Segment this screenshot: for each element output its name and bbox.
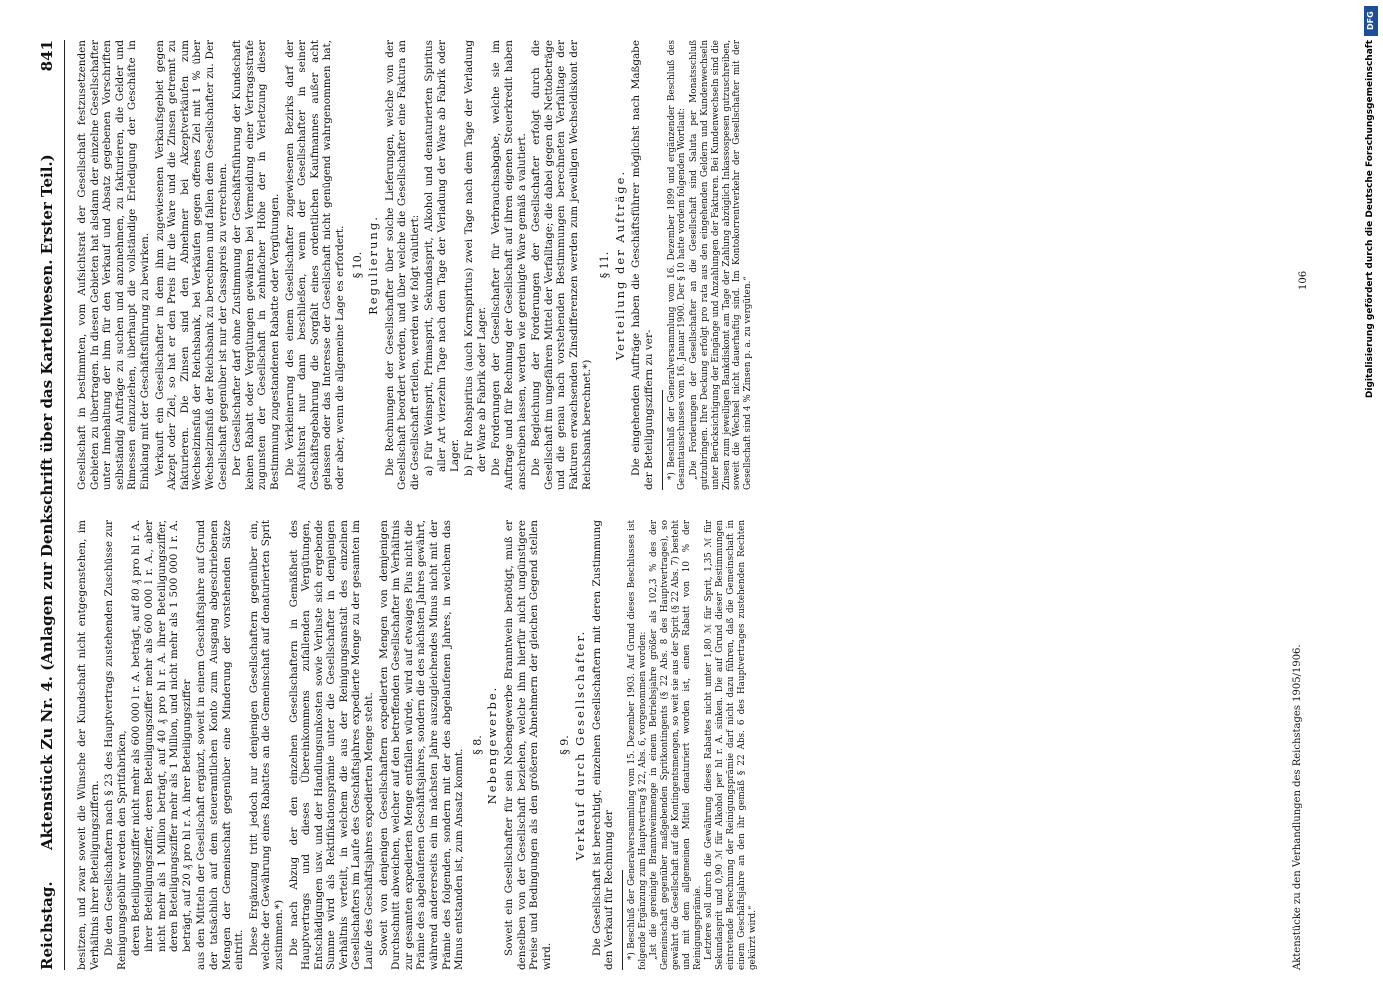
paragraph: Diese Ergänzung tritt jedoch nur denjenigen Gesellschaftern gegenüber ein, welche der Gewährung eines Rabattes an die Gemeinschaft auf denaturierten Sprit zustimmen.*) — [247, 520, 285, 970]
paragraph: besitzen, und zwar soweit die Wünsche der Kundschaft nicht entgegenstehen, im Verhältnis ihrer Beteiligungsziffern. — [76, 520, 101, 970]
paragraph: Die Verkleinerung des einem Gesellschafter zugewiesenen Bezirks darf der Aufsichtsrat nur dann beschließen, wenn der Gesellschafter in seiner Geschäftsgebahrung die Sorgfalt eines ordentlichen Kaufmannes außer acht gelassen oder das Interesse der Gesellschaft nicht genügend wahrgenommen hat, oder aber, wenn die allgemeine Lage es erfordert. — [283, 40, 346, 490]
list-item: a) Für Weinsprit, Primasprit, Sekundasprit, Alkohol und denaturierten Spiritus aller Art vierzehn Tage nach dem Tage der Verladung der Ware ab Fabrik oder Lager. — [423, 40, 461, 476]
paragraph: Die Begleichung der Forderungen der Gesellschafter erfolgt durch die Gesellschaft im ungefähren Mittel der Verfalltage; die dabei gegen die Nettobeträge und die genau nach vorstehenden Bestimmungen berechneten Verfalltage der Fakturen erwachsenden Zinsdifferenzen werden zum jeweiligen Wechseldiskont der Reichsbank berechnet.*) — [530, 40, 593, 490]
paragraph: deren Beteiligungsziffer nicht mehr als 600 000 l r. A. beträgt, auf 80 ₰ pro hl r. A. ihrer Beteiligungsziffer, deren Beteiligungsziffer mehr als 600 000 l r. A., aber nicht mehr als 1 Million beträgt, auf 40 ₰ pro hl r. A. ihrer Beteiligungsziffer, deren Beteiligungsziffer mehr als 1 Million, und nicht mehr als 1 500 000 l r. A. beträgt, auf 20 ₰ pro hl r. A. ihrer Beteiligungsziffer — [130, 520, 193, 956]
footnote: „Ist die gereinigte Branntweinmenge in einem Betriebsjahre größer als 102,3 % des der Gemeinschaft gegenüber maßgebenden Spritkontingents (§ 22 Abs. 8 des Hauptvertrages), so gewährt die Gesellschaft auf die Kontingentsmengen, so weit sie aus der Sprit (§ 22 Abs. 7) besteht und mit dem allgemeinen Mittel denaturiert worden ist, einen Rabatt von 10 % der Reinigungsprämie. — [649, 520, 703, 970]
footnote-rule — [662, 390, 663, 490]
right-column — [76, 40, 755, 490]
paragraph: Die nach Abzug der den einzelnen Gesellschaftern in Gemäßheit des Hauptvertrags und dieses Übereinkommens zufallenden Vergütungen, Entschädigungen usw. und der Handlungsunkosten sowie Verluste sich ergebende Summe wird als Rektifikationsprämie unter die Gesellschafter in demjenigen Verhältnis verteilt, in welchem die aus der Reinigungsanstalt des einzelnen Gesellschafters im Laufe des Geschäftsjahres expedierte Menge zu der gesamten im Laufe des Geschäftsjahres expedierten Menge steht. — [287, 520, 376, 970]
paragraph: Verkauft ein Gesellschafter in dem ihm zugewiesenen Verkaufsgebiet gegen Akzept oder Ziel, so hat er den Preis für die Ware und die Zinsen getrennt zu fakturieren. Die Zinsen sind den Abnehmer bei Akzeptverkäufen zum Wechselzinsfuß der Reichsbank, bei Verkäufen gegen offenes Ziel mit 1 % über Wechselzinsfuß der Reichsbank zu berechnen und fallen dem Gesellschafter zu. Der Gesellschaft gegenüber ist nur der Cassapreis zu verrechnen. — [153, 40, 229, 490]
document-page — [30, 40, 1330, 970]
paragraph: Die eingehenden Aufträge haben die Geschäftsführer möglichst nach Maßgabe der Beteiligungsziffern zu ver- — [630, 40, 655, 490]
footnote: „Die Forderungen der Gesellschafter an die Gesellschaft sind Saluta per Monatsschluß gutzubringen. Ihre Deckung erfolgt pro rata aus den eingehenden Geldern und Kundenwechseln unter Berücksichtigung der Eingänge und Anzahlungen der Fakturen. Bei Kundenwechseln sind die Zinsen zum jeweiligen Bankdiskont am Tage der Zahlung abzüglich Inkassospesen gutzuschreiben, soweit die Wechsel nicht dauerhaftig sind. Im Kontokorrentverkehr der Gesellschafter mit der Gesellschaft sind 4 % Zinsen p. a. zu vergüten.“ — [689, 40, 754, 490]
section-title: Nebengewerbe. — [485, 685, 500, 805]
header-left: Reichstag. — [38, 881, 56, 970]
dfg-notice-text: Digitalisierung gefördert durch die Deutsche Forschungsgemeinschaft — [1365, 40, 1375, 399]
paragraph: Gesellschaft in bestimmten, vom Aufsichtsrat der Gesellschaft festzusetzenden Gebieten zu übertragen. In diesen Gebieten hat alsdann der einzelne Gesellschafter unter Innehaltung der ihm für den Verkauf und Absatz gegebenen Vorschriften selbständig Aufträge zu suchen und anzunehmen, zu fakturieren, die Gelder und Rimessen einzuziehen, überhaupt die vollständige Erledigung der Geschäfte in Einklang mit der Geschäftsführung zu bewirken. — [76, 40, 151, 490]
section-title: Verteilung der Aufträge. — [612, 169, 627, 361]
running-header — [30, 40, 65, 970]
dfg-logo: DFG — [1364, 6, 1378, 36]
paragraph: Die den Gesellschaftern nach § 23 des Hauptvertrags zustehenden Zuschüsse zur Reinigungsgebühr werden den Spritfabriken, — [103, 520, 128, 970]
section-number: § 9. — [558, 735, 572, 755]
footnote: Letztere soll durch die Gewährung dieses Rabattes nicht unter 1,80 ℳ für Sprit, 1,35 ℳ für Sekundasprit und 0,90 ℳ für Alkohol per hl r. A. sinken. Die auf Grund dieser Bestimmungen eintretende Berechnung der Reinigungsprämie darf nicht dazu führen, daß die Gemeinschaft in einem Geschäftsjahre an den ihr gemäß § 22 Abs. 6 des Hauptvertrages zustehenden Rechten gekürzt wird.“ — [704, 520, 758, 970]
footnote: *) Beschluß der Generalversammlung vom 16. Dezember 1899 und ergänzender Beschluß des Gesamtausschusses vom 16. Januar 1900. Der § 10 hatte vordem folgenden Wortlaut: — [666, 40, 688, 490]
section-number: § 11. — [598, 251, 612, 279]
list-item: b) Für Rohspiritus (auch Kornspiritus) zwei Tage nach dem Tage der Verladung der Ware ab Fabrik oder Lager. — [463, 40, 488, 476]
signature-number: 106 — [1298, 270, 1309, 290]
section-number: § 8. — [470, 735, 484, 755]
paragraph: Soweit von denjenigen Gesellschaftern expedierten Mengen von demjenigen Durchschnitt abweichen, welcher auf den betreffenden Gesellschafter im Verhältnis zur gesamten expedierten Menge entfallen würde, wird auf etwaiges Plus nicht die Prämie des abgelaufenen Geschäftsjahres, sondern die des nächsten Jahres gewährt, während andererseits ein im nächsten Jahre auszugleichendes Minus nicht mit der Prämie des folgenden, sondern mit der des abgelaufenen Jahres, in welchem das Minus entstanden ist, zum Ansatz kommt. — [377, 520, 466, 970]
footnote: *) Beschluß der Generalversammlung vom 15. Dezember 1903. Auf Grund dieses Beschlusses ist folgende Ergänzung zum Hauptvertrag § 22, Abs. 6, vorgenommen worden: — [626, 520, 648, 970]
section-title: Verkauf durch Gesellschafter. — [572, 629, 587, 861]
page-number: 841 — [38, 40, 56, 72]
paragraph: Die Gesellschaft ist berechtigt, einzelnen Gesellschaftern mit deren Zustimmung den Verkauf für Rechnung der — [590, 520, 616, 970]
section-title: Regulierung. — [366, 215, 381, 315]
page-footer: Aktenstücke zu den Verhandlungen des Reichstages 1905/1906. — [1292, 644, 1303, 970]
header-title: Aktenstück Zu Nr. 4. (Anlagen zur Denkschrift über das Kartellwesen. Erster Teil.) — [38, 154, 56, 850]
footnote-rule — [622, 870, 623, 970]
left-column — [76, 520, 759, 970]
paragraph: aus den Mitteln der Gesellschaft ergänzt, soweit in einem Geschäftsjahre auf Grund der tatsächlich auf dem steueramtlichen Konto zum Ausgang abgeschriebenen Mengen der Gemeinschaft gegenüber eine Minderung der vorstehenden Sätze eintritt. — [195, 520, 246, 970]
paragraph: Der Gesellschafter darf ohne Zustimmung der Geschäftsführung der Kundschaft keinen Rabatt oder Vergütungen gewähren bei Vermeidung einer Vertragsstrafe zugunsten der Gesellschaft in zehnfacher Höhe der in Verletzung dieser Bestimmung zugestandenen Rabatte oder Vergütungen. — [231, 40, 281, 490]
paragraph: Die Forderungen der Gesellschafter für Verbrauchsabgabe, welche sie im Auftrage und für Rechnung der Gesellschaft auf ihren eigenen Steuerkredit haben anschreiben lassen, werden wie gereinigte Ware gemäß a valutiert. — [490, 40, 528, 490]
dfg-notice — [1363, 0, 1379, 1000]
paragraph: Soweit ein Gesellschafter für sein Nebengewerbe Branntwein benötigt, muß er denselben von der Gesellschaft beziehen, welche ihm hierfür nicht ungünstigere Preise und Bedingungen als den größeren Abnehmern der gleichen Gegend stellen wird. — [503, 520, 553, 970]
section-number: § 10. — [351, 251, 365, 279]
paragraph: Die Rechnungen der Gesellschafter über solche Lieferungen, welche von der Gesellschaft beordert werden, und über welche die Gesellschafter eine Faktura an die Gesellschaft erteilen, werden wie folgt valutiert: — [383, 40, 421, 490]
